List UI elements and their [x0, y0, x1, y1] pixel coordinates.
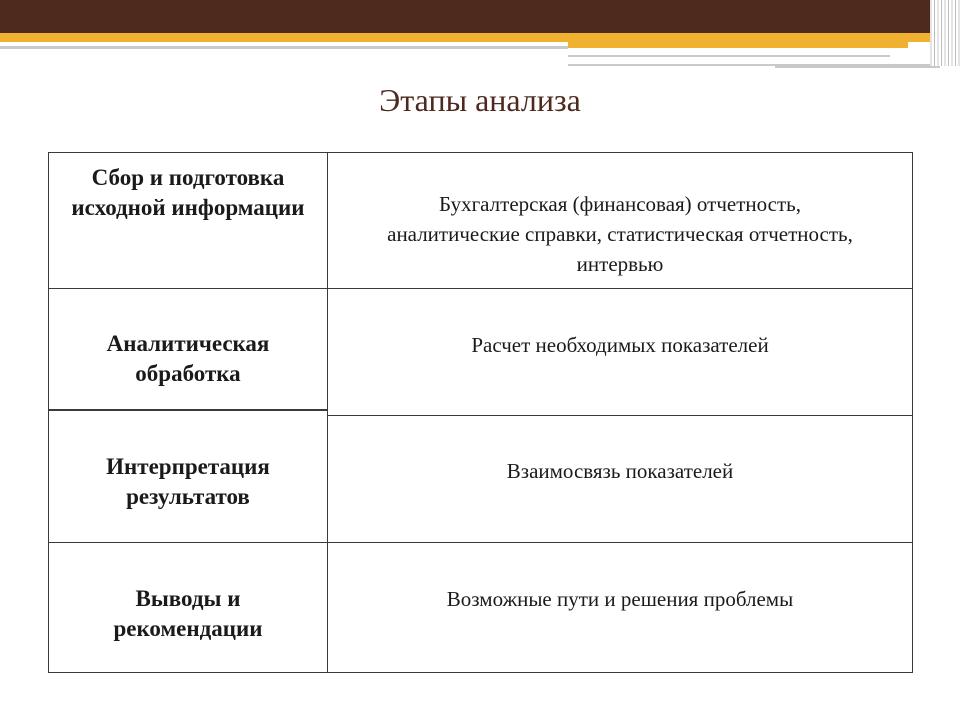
stage-name: Сбор и подготовка исходной информации — [71, 165, 305, 220]
stage-name: Интерпретация результатов — [106, 454, 270, 509]
slide-title: Этапы анализа — [379, 82, 581, 118]
stage-description-cell — [327, 288, 913, 416]
header-bar — [0, 0, 960, 33]
header-accent-stripe — [0, 33, 930, 42]
header-corner-decoration — [930, 0, 960, 66]
stage-name-cell — [48, 542, 328, 673]
header-accent-stripe-lower — [568, 42, 908, 48]
stage-description-cell — [327, 415, 913, 546]
stage-description: Взаимосвязь показателей — [506, 459, 734, 483]
header-divider-line — [0, 46, 568, 49]
stage-name-cell — [48, 288, 328, 411]
stage-description-cell — [327, 542, 913, 673]
header-divider-line — [568, 55, 890, 57]
stage-description-cell — [327, 152, 913, 289]
stage-name-cell — [48, 152, 328, 289]
stage-name-cell — [48, 410, 328, 543]
header-divider-line — [775, 66, 940, 68]
stage-description: Расчет необходимых показателей — [471, 333, 769, 357]
stage-name: Выводы и рекомендации — [113, 586, 263, 641]
stage-name: Аналитическая обработка — [106, 331, 270, 386]
stage-description: Возможные пути и решения проблемы — [446, 587, 794, 611]
stage-description: Бухгалтерская (финансовая) отчетность, аналитические справки, статистическая отчетность, интервью — [387, 192, 853, 276]
